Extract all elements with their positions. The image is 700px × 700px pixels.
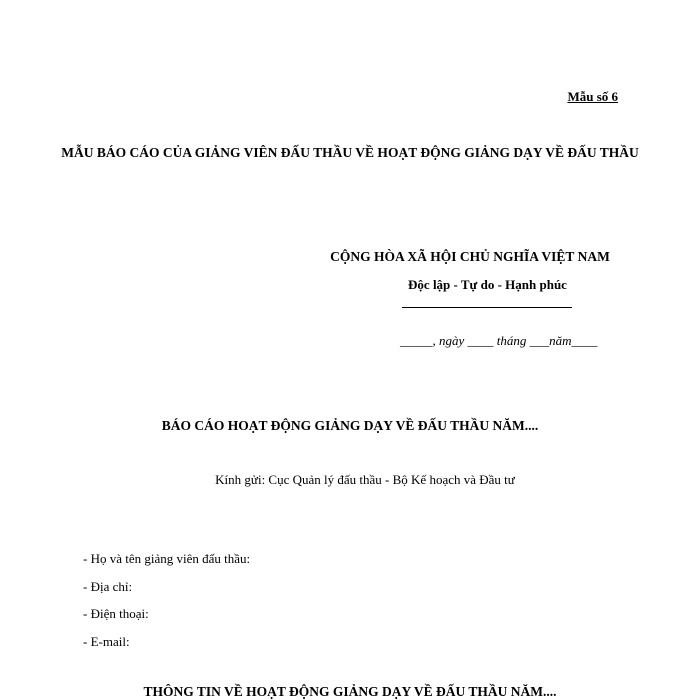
date-line: _____, ngày ____ tháng ___năm____: [400, 333, 598, 348]
report-title: BÁO CÁO HOẠT ĐỘNG GIẢNG DẠY VỀ ĐẤU THẦU NĂM....: [161, 418, 539, 433]
national-motto: Độc lập - Tự do - Hạnh phúc: [408, 277, 567, 292]
personal-info-fields: [83, 550, 250, 660]
field-lecturer-name: - Họ và tên giảng viên đấu thầu:: [83, 551, 251, 566]
nation-heading: CỘNG HÒA XÃ HỘI CHỦ NGHĨA VIỆT NAM: [330, 249, 610, 264]
field-phone: - Điện thoại:: [83, 606, 149, 621]
section-title: THÔNG TIN VỀ HOẠT ĐỘNG GIẢNG DẠY VỀ ĐẤU THẦU NĂM....: [143, 684, 557, 699]
recipient-line: Kính gửi: Cục Quản lý đấu thầu - Bộ Kế hoạch và Đầu tư: [215, 472, 515, 487]
form-number: Mẫu số 6: [567, 89, 618, 104]
field-address: - Địa chỉ:: [83, 578, 133, 594]
main-title: MẪU BÁO CÁO CỦA GIẢNG VIÊN ĐẤU THẦU VỀ HOẠT ĐỘNG GIẢNG DẠY VỀ ĐẤU THẦU: [61, 145, 639, 160]
field-email: - E-mail:: [83, 633, 130, 649]
motto-underline: [402, 307, 572, 308]
